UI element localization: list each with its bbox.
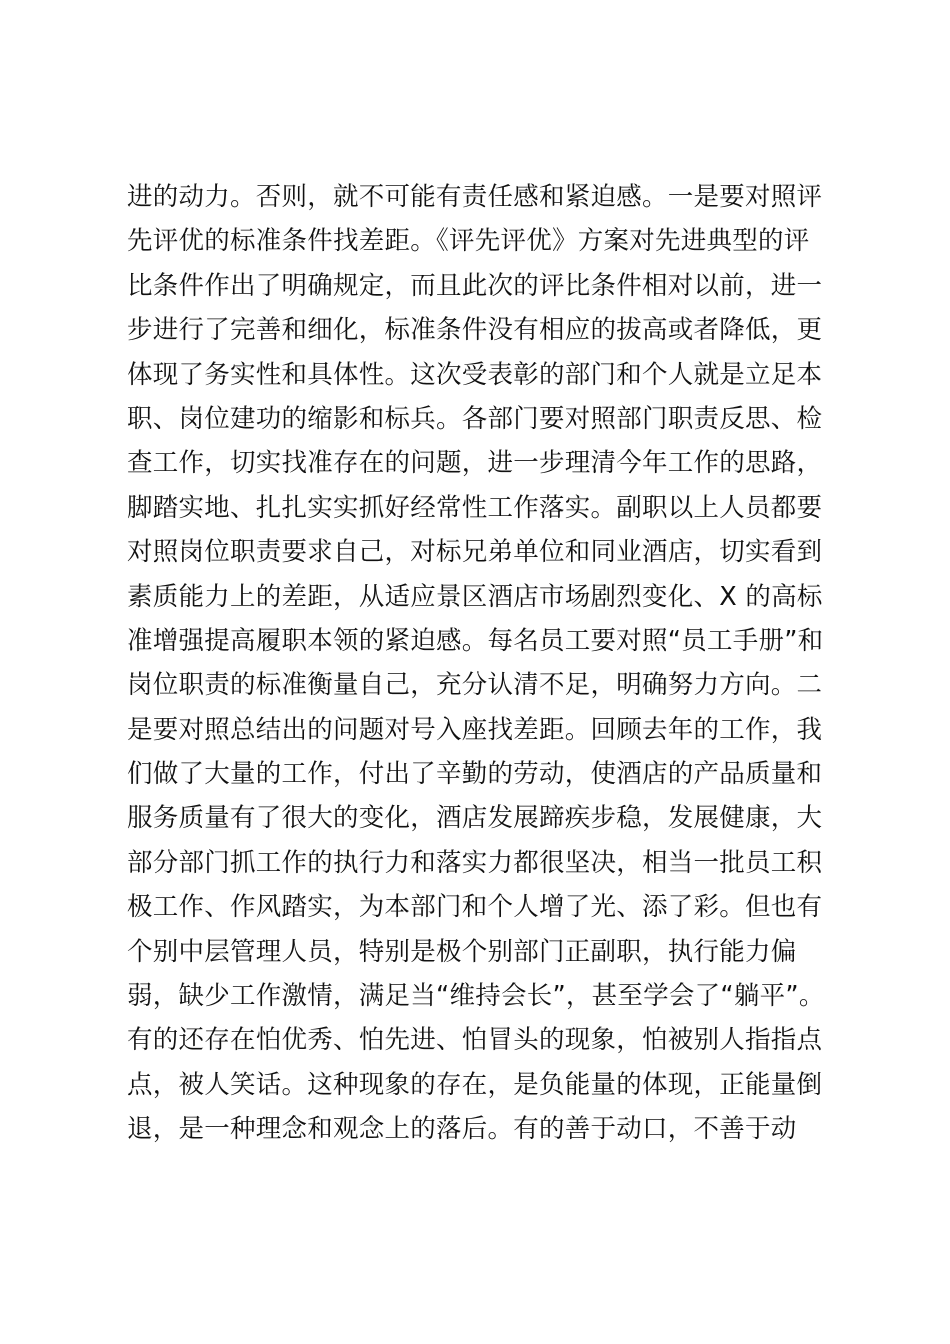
text-line: 体现了务实性和具体性。这次受表彰的部门和个人就是立足本 bbox=[127, 359, 823, 390]
text-line: 素质能力上的差距，从适应景区酒店市场剧烈变化、X 的高标 bbox=[127, 581, 823, 612]
text-line: 比条件作出了明确规定，而且此次的评比条件相对以前，进一 bbox=[127, 270, 823, 301]
text-line: 职、岗位建功的缩影和标兵。各部门要对照部门职责反思、检 bbox=[127, 403, 823, 434]
text-line: 是要对照总结出的问题对号入座找差距。回顾去年的工作，我 bbox=[127, 714, 823, 745]
text-line: 弱，缺少工作激情，满足当“维持会长”，甚至学会了“躺平”。 bbox=[127, 981, 825, 1012]
text-line: 极工作、作风踏实，为本部门和个人增了光、添了彩。但也有 bbox=[127, 892, 823, 923]
text-line: 进的动力。否则，就不可能有责任感和紧迫感。一是要对照评 bbox=[127, 182, 823, 212]
text-line: 们做了大量的工作，付出了辛勤的劳动，使酒店的产品质量和 bbox=[127, 759, 823, 790]
text-line: 个别中层管理人员，特别是极个别部门正副职，执行能力偏 bbox=[127, 936, 797, 967]
text-line: 对照岗位职责要求自己，对标兄弟单位和同业酒店，切实看到 bbox=[127, 537, 823, 568]
text-line: 退，是一种理念和观念上的落后。有的善于动口，不善于动 bbox=[127, 1114, 797, 1145]
body-paragraph bbox=[127, 175, 827, 1152]
text-line: 先评优的标准条件找差距。《评先评优》方案对先进典型的评 bbox=[127, 226, 810, 257]
text-line: 查工作，切实找准存在的问题，进一步理清今年工作的思路， bbox=[127, 448, 823, 479]
text-line: 点，被人笑话。这种现象的存在，是负能量的体现，正能量倒 bbox=[127, 1069, 823, 1100]
text-line: 准增强提高履职本领的紧迫感。每名员工要对照“员工手册”和 bbox=[127, 625, 824, 656]
text-line: 脚踏实地、扎扎实实抓好经常性工作落实。副职以上人员都要 bbox=[127, 492, 823, 523]
text-line: 有的还存在怕优秀、怕先进、怕冒头的现象，怕被别人指指点 bbox=[127, 1025, 823, 1056]
text-line: 步进行了完善和细化，标准条件没有相应的拔高或者降低，更 bbox=[127, 315, 823, 346]
text-line: 岗位职责的标准衡量自己，充分认清不足，明确努力方向。二 bbox=[127, 670, 823, 701]
text-line: 服务质量有了很大的变化，酒店发展蹄疾步稳，发展健康，大 bbox=[127, 803, 823, 834]
text-line: 部分部门抓工作的执行力和落实力都很坚决，相当一批员工积 bbox=[127, 847, 823, 878]
